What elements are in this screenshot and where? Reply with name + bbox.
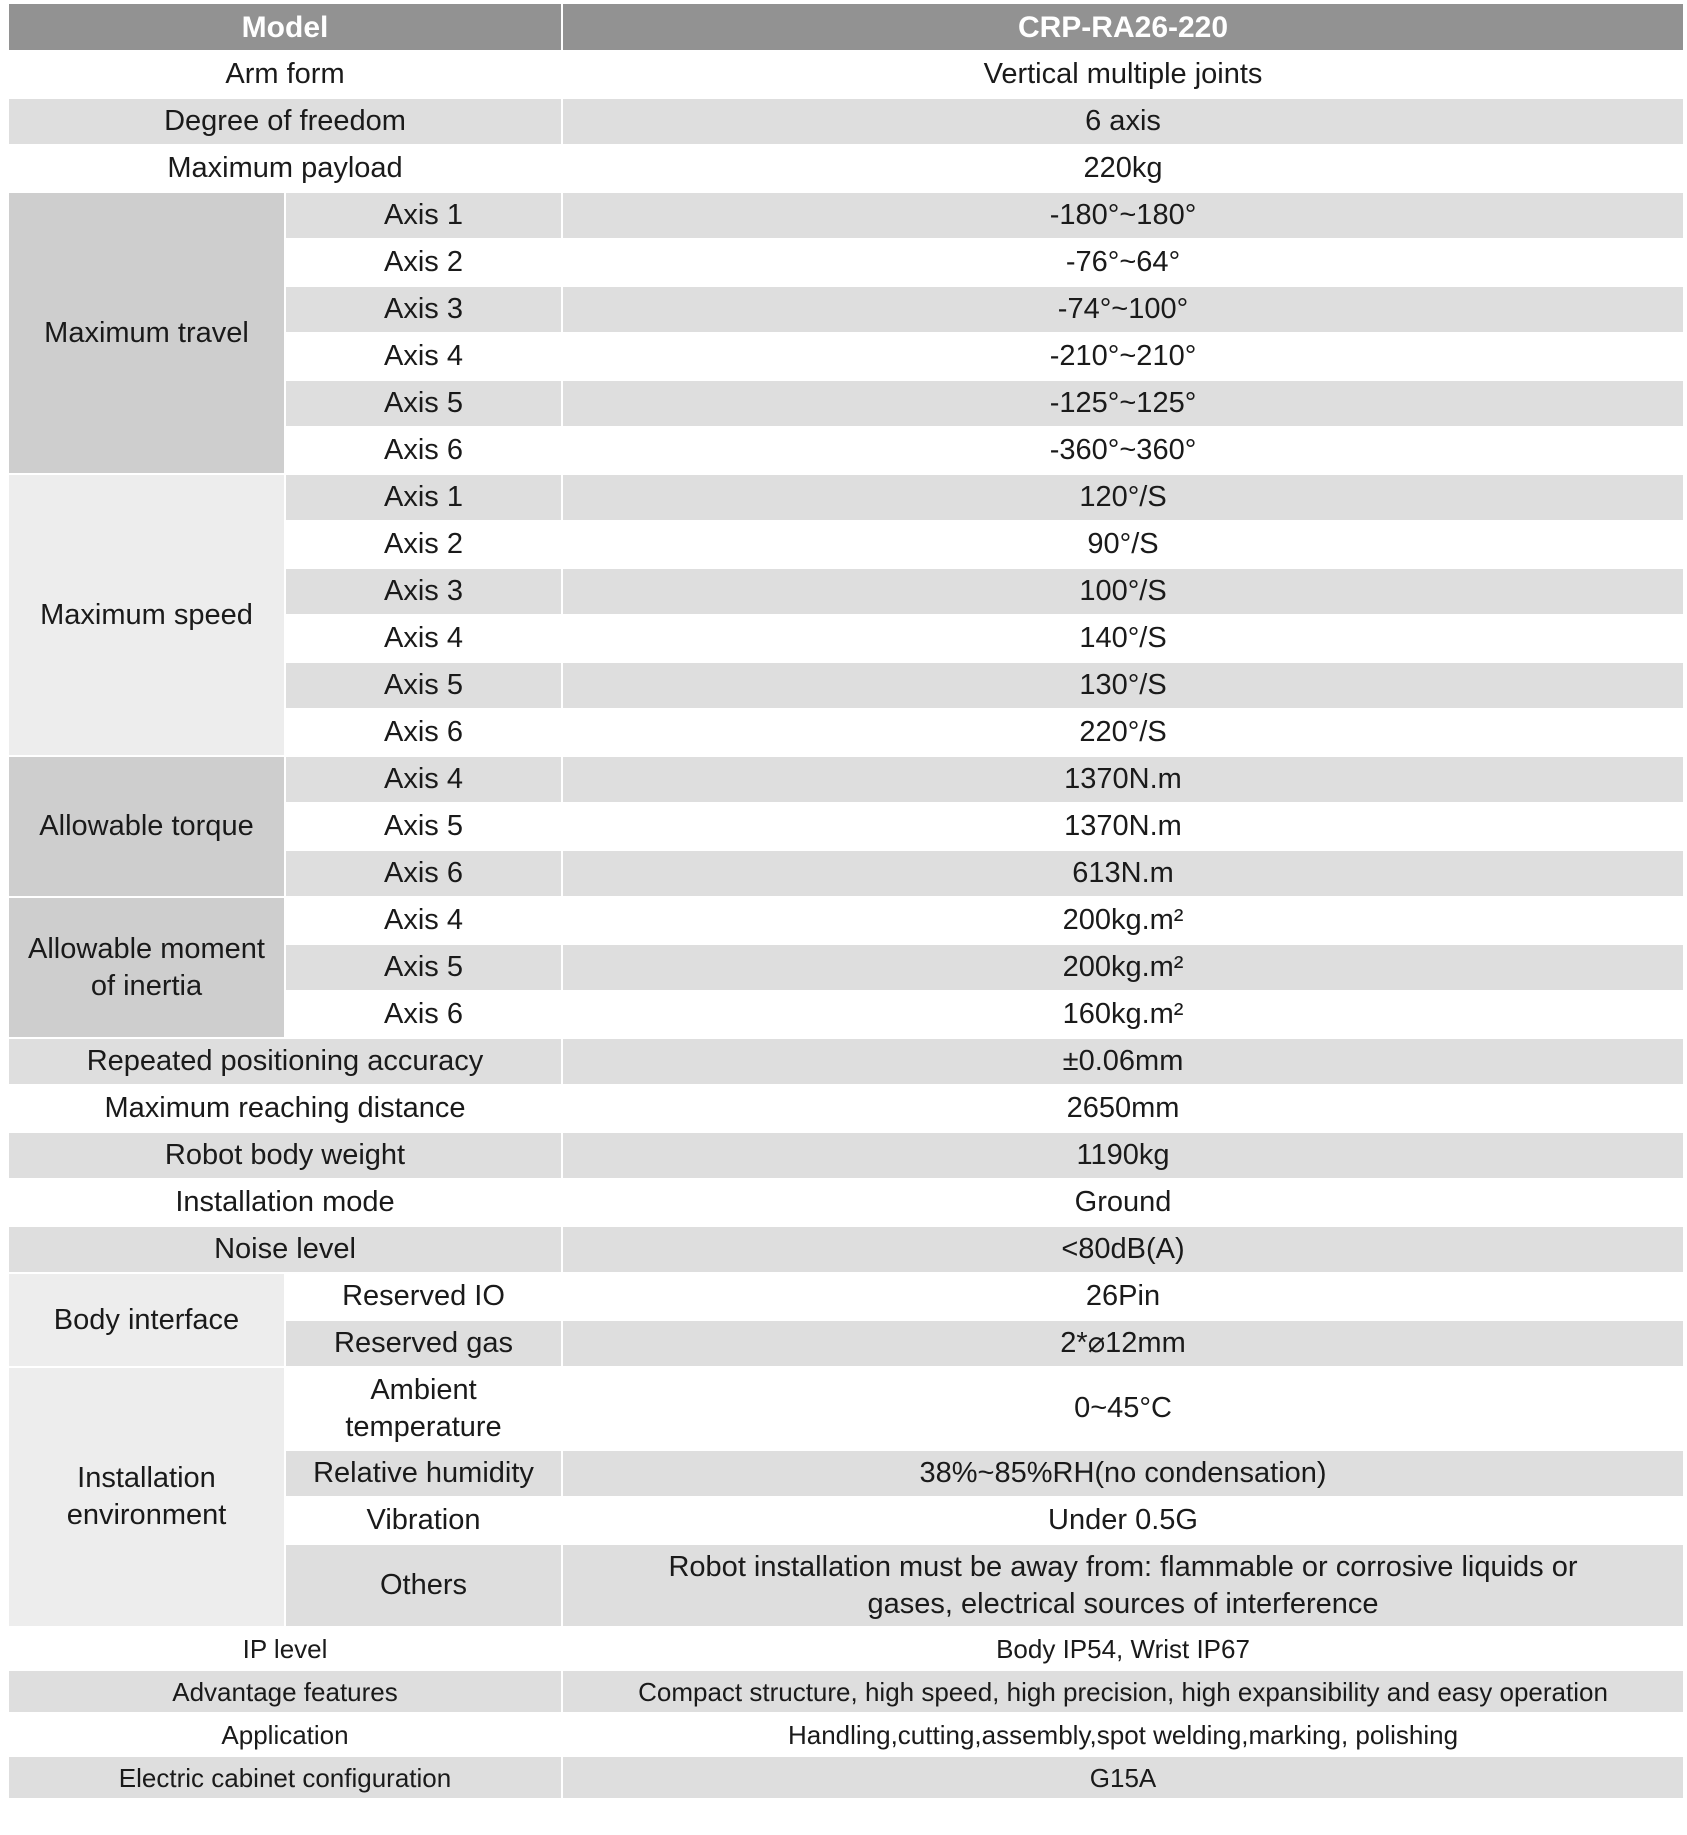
row-value: -210°~210° bbox=[563, 334, 1683, 379]
row-value: Vertical multiple joints bbox=[563, 52, 1683, 97]
group-label-body-interface: Body interface bbox=[9, 1274, 284, 1366]
axis-label: Axis 5 bbox=[286, 663, 561, 708]
table-row bbox=[9, 1227, 1683, 1272]
row-value: -180°~180° bbox=[563, 193, 1683, 238]
axis-label: Axis 6 bbox=[286, 710, 561, 755]
group-label-torque: Allowable torque bbox=[9, 757, 284, 896]
group-label-speed: Maximum speed bbox=[9, 475, 284, 755]
row-label: Repeated positioning accuracy bbox=[9, 1039, 561, 1084]
row-value: 140°/S bbox=[563, 616, 1683, 661]
axis-label: Axis 5 bbox=[286, 381, 561, 426]
table-row bbox=[9, 1274, 1683, 1319]
row-value: 160kg.m² bbox=[563, 992, 1683, 1037]
axis-label: Axis 6 bbox=[286, 428, 561, 473]
header-row bbox=[9, 4, 1683, 50]
row-value: 613N.m bbox=[563, 851, 1683, 896]
row-label: Advantage features bbox=[9, 1671, 561, 1712]
table-row bbox=[9, 1714, 1683, 1755]
row-value: G15A bbox=[563, 1757, 1683, 1798]
row-value: 1190kg bbox=[563, 1133, 1683, 1178]
header-value: CRP-RA26-220 bbox=[563, 4, 1683, 50]
row-value: 200kg.m² bbox=[563, 898, 1683, 943]
axis-label: Axis 4 bbox=[286, 334, 561, 379]
row-value: 1370N.m bbox=[563, 757, 1683, 802]
table-row bbox=[9, 898, 1683, 943]
axis-label: Axis 2 bbox=[286, 522, 561, 567]
row-label: Maximum reaching distance bbox=[9, 1086, 561, 1131]
row-label: Degree of freedom bbox=[9, 99, 561, 144]
row-value: Handling,cutting,assembly,spot welding,marking, polishing bbox=[563, 1714, 1683, 1755]
row-label: Electric cabinet configuration bbox=[9, 1757, 561, 1798]
row-label: Maximum payload bbox=[9, 146, 561, 191]
row-value: -76°~64° bbox=[563, 240, 1683, 285]
item-label: Reserved gas bbox=[286, 1321, 561, 1366]
table-row bbox=[9, 1086, 1683, 1131]
item-label: Reserved IO bbox=[286, 1274, 561, 1319]
row-label: IP level bbox=[9, 1628, 561, 1669]
row-value: Robot installation must be away from: flammable or corrosive liquids or gases, electrical sources of interference bbox=[563, 1545, 1683, 1626]
item-label: Relative humidity bbox=[286, 1451, 561, 1496]
table-row bbox=[9, 757, 1683, 802]
row-value: -74°~100° bbox=[563, 287, 1683, 332]
table-row bbox=[9, 1671, 1683, 1712]
row-label: Noise level bbox=[9, 1227, 561, 1272]
item-label: Ambient temperature bbox=[286, 1368, 561, 1449]
table-row bbox=[9, 1133, 1683, 1178]
table-row bbox=[9, 193, 1683, 238]
axis-label: Axis 6 bbox=[286, 851, 561, 896]
spec-table bbox=[7, 2, 1685, 1800]
row-value: 38%~85%RH(no condensation) bbox=[563, 1451, 1683, 1496]
header-label: Model bbox=[9, 4, 561, 50]
row-value: Ground bbox=[563, 1180, 1683, 1225]
row-value: ±0.06mm bbox=[563, 1039, 1683, 1084]
row-label: Application bbox=[9, 1714, 561, 1755]
row-value: Body IP54, Wrist IP67 bbox=[563, 1628, 1683, 1669]
row-value: 100°/S bbox=[563, 569, 1683, 614]
axis-label: Axis 5 bbox=[286, 945, 561, 990]
table-row bbox=[9, 1628, 1683, 1669]
row-value: 220°/S bbox=[563, 710, 1683, 755]
row-value: 220kg bbox=[563, 146, 1683, 191]
group-label-environment: Installation environment bbox=[9, 1368, 284, 1626]
row-value: 120°/S bbox=[563, 475, 1683, 520]
row-value: <80dB(A) bbox=[563, 1227, 1683, 1272]
item-label: Others bbox=[286, 1545, 561, 1626]
axis-label: Axis 4 bbox=[286, 898, 561, 943]
item-label: Vibration bbox=[286, 1498, 561, 1543]
row-value: 2*⌀12mm bbox=[563, 1321, 1683, 1366]
group-label-travel: Maximum travel bbox=[9, 193, 284, 473]
row-value: -125°~125° bbox=[563, 381, 1683, 426]
table-row bbox=[9, 146, 1683, 191]
table-row bbox=[9, 1757, 1683, 1798]
row-value: 200kg.m² bbox=[563, 945, 1683, 990]
row-value: 90°/S bbox=[563, 522, 1683, 567]
axis-label: Axis 3 bbox=[286, 287, 561, 332]
row-value: Under 0.5G bbox=[563, 1498, 1683, 1543]
table-row bbox=[9, 475, 1683, 520]
row-value: 130°/S bbox=[563, 663, 1683, 708]
row-value: Compact structure, high speed, high precision, high expansibility and easy operation bbox=[563, 1671, 1683, 1712]
table-row bbox=[9, 1180, 1683, 1225]
axis-label: Axis 5 bbox=[286, 804, 561, 849]
row-value: 2650mm bbox=[563, 1086, 1683, 1131]
axis-label: Axis 1 bbox=[286, 193, 561, 238]
row-value: 0~45°C bbox=[563, 1368, 1683, 1449]
row-label: Robot body weight bbox=[9, 1133, 561, 1178]
axis-label: Axis 6 bbox=[286, 992, 561, 1037]
row-label: Arm form bbox=[9, 52, 561, 97]
table-row bbox=[9, 1039, 1683, 1084]
axis-label: Axis 1 bbox=[286, 475, 561, 520]
row-value: -360°~360° bbox=[563, 428, 1683, 473]
table-row bbox=[9, 99, 1683, 144]
axis-label: Axis 3 bbox=[286, 569, 561, 614]
table-row bbox=[9, 52, 1683, 97]
axis-label: Axis 4 bbox=[286, 616, 561, 661]
row-value: 1370N.m bbox=[563, 804, 1683, 849]
table-row bbox=[9, 1368, 1683, 1449]
row-value: 6 axis bbox=[563, 99, 1683, 144]
row-label: Installation mode bbox=[9, 1180, 561, 1225]
group-label-inertia: Allowable moment of inertia bbox=[9, 898, 284, 1037]
axis-label: Axis 2 bbox=[286, 240, 561, 285]
row-value: 26Pin bbox=[563, 1274, 1683, 1319]
axis-label: Axis 4 bbox=[286, 757, 561, 802]
